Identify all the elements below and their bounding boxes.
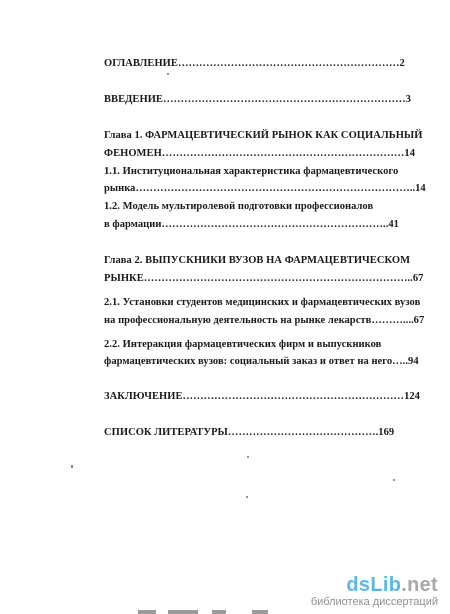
toc-section-2-1-continued: на профессиональную деятельность на рынке лекарств………....67	[104, 315, 425, 326]
toc-entry-conclusion: ЗАКЛЮЧЕНИЕ………………………………………………………124	[104, 391, 420, 402]
toc-section-1-2: 1.2. Модель мультиролевой подготовки профессионалов	[104, 201, 374, 212]
toc-entry-contents: ОГЛАВЛЕНИЕ………………………………………………………2	[104, 58, 405, 69]
dslib-logo-domain: .net	[401, 574, 438, 596]
dslib-watermark	[311, 574, 438, 608]
dslib-logo	[311, 574, 438, 596]
toc-entry-introduction: ВВЕДЕНИЕ……………………………………………………………3	[104, 94, 411, 105]
scan-speck	[71, 465, 73, 468]
scan-speck	[246, 496, 248, 498]
toc-chapter-2-title-continued: РЫНКЕ…………………………………………………………………..67	[104, 273, 424, 284]
dslib-logo-name: dsLib	[346, 574, 402, 596]
scan-speck	[393, 479, 395, 481]
toc-chapter-1-title-continued: ФЕНОМЕН……………………………………………………………14	[104, 148, 416, 159]
toc-section-1-2-continued: в фармации………………………………………………………..41	[104, 219, 399, 230]
toc-section-1-1-continued: рынка……………………………………………………………………..14	[104, 183, 426, 194]
scan-smudge	[212, 610, 226, 614]
toc-entry-bibliography: СПИСОК ЛИТЕРАТУРЫ…………………………………….169	[104, 427, 395, 438]
scan-speck	[167, 73, 169, 75]
toc-chapter-2-title: Глава 2. ВЫПУСКНИКИ ВУЗОВ НА ФАРМАЦЕВТИЧЕСКОМ	[104, 255, 411, 266]
toc-section-1-1: 1.1. Институциональная характеристика фармацевтического	[104, 166, 399, 177]
toc-section-2-2: 2.2. Интеракция фармацевтических фирм и выпускников	[104, 339, 382, 350]
scan-smudge	[252, 610, 268, 614]
scan-smudge	[168, 610, 198, 614]
toc-chapter-1-title: Глава 1. ФАРМАЦЕВТИЧЕСКИЙ РЫНОК КАК СОЦИАЛЬНЫЙ	[104, 130, 423, 141]
toc-section-2-1: 2.1. Установки студентов медицинских и фармацевтических вузов	[104, 297, 421, 308]
toc-section-2-2-continued: фармацевтических вузов: социальный заказ и ответ на него…..94	[104, 356, 419, 367]
scan-speck	[247, 456, 249, 458]
scan-smudge	[138, 610, 156, 614]
dslib-subtitle: библиотека диссертаций	[310, 596, 438, 608]
